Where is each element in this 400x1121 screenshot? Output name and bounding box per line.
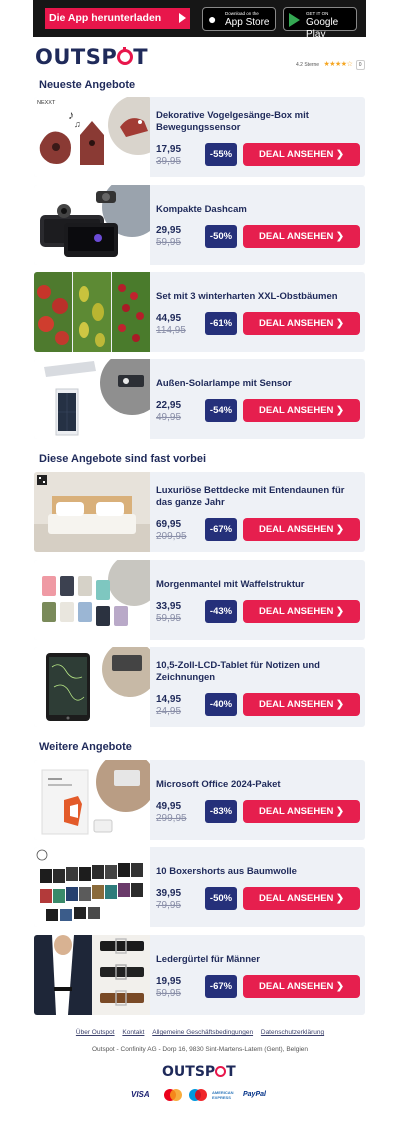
google-play-icon (289, 13, 300, 27)
deal-title[interactable]: 10,5-Zoll-LCD-Tablet für Notizen und Zeichnungen (156, 660, 320, 683)
logo-o-icon (117, 49, 133, 65)
deal-button[interactable]: DEAL ANSEHEN ❯ (243, 975, 360, 998)
deal-card[interactable] (34, 760, 365, 840)
deal-title[interactable]: Luxuriöse Bettdecke mit Entendaunen für das ganze Jahr (156, 485, 345, 508)
discount-badge: -61% (205, 312, 237, 335)
deal-button[interactable]: DEAL ANSEHEN ❯ (243, 518, 360, 541)
deal-button[interactable]: DEAL ANSEHEN ❯ (243, 693, 360, 716)
section-title-ending: Diese Angebote sind fast vorbei (39, 453, 207, 465)
deal-old-price: 59,95 (156, 613, 182, 624)
product-image (34, 847, 150, 927)
deal-price: 49,95 (156, 801, 182, 812)
footer-logo-o-icon (215, 1066, 226, 1077)
download-app-button[interactable] (45, 8, 190, 29)
deal-title[interactable]: Microsoft Office 2024-Paket (156, 779, 281, 790)
deal-title[interactable]: Set mit 3 winterharten XXL-Obstbäumen (156, 291, 338, 302)
deal-title[interactable]: Außen-Solarlampe mit Sensor (156, 378, 292, 389)
footer-link-terms[interactable]: Allgemeine Geschäftsbedingungen (152, 1029, 254, 1036)
discount-badge: -50% (205, 887, 237, 910)
discount-badge: -43% (205, 600, 237, 623)
rating-count: 0 (356, 60, 365, 70)
deal-old-price: 49,95 (156, 412, 182, 423)
product-image (34, 935, 150, 1015)
deal-title[interactable]: Ledergürtel für Männer (156, 954, 260, 965)
footer-logo-post: T (226, 1064, 236, 1080)
discount-badge: -67% (205, 518, 237, 541)
app-store-label: App Store (225, 17, 270, 28)
product-image (34, 359, 150, 439)
deal-title[interactable]: Dekorative Vogelgesänge-Box mit Bewegungssensor (156, 110, 309, 133)
deal-card[interactable] (34, 847, 365, 927)
deal-price: 69,95 (156, 519, 182, 530)
app-store-small-label: Download on the (225, 11, 259, 16)
deal-price: 19,95 (156, 976, 182, 987)
deal-button[interactable]: DEAL ANSEHEN ❯ (243, 600, 360, 623)
deal-card[interactable] (34, 359, 365, 439)
discount-badge: -83% (205, 800, 237, 823)
deal-button[interactable]: DEAL ANSEHEN ❯ (243, 225, 360, 248)
rating-stars-icon: ★★★★☆ (323, 61, 353, 68)
product-image (34, 560, 150, 640)
google-play-label: Google Play (306, 17, 339, 40)
section-title-more: Weitere Angebote (39, 741, 132, 753)
deal-price: 22,95 (156, 400, 182, 411)
deal-old-price: 59,95 (156, 988, 182, 999)
logo-text-post: T (133, 45, 149, 69)
deal-button[interactable]: DEAL ANSEHEN ❯ (243, 887, 360, 910)
section-title-newest: Neueste Angebote (39, 79, 136, 91)
deal-price: 44,95 (156, 313, 182, 324)
deal-price: 29,95 (156, 225, 182, 236)
footer-links (0, 1029, 400, 1036)
footer-link-contact[interactable]: Kontakt (122, 1029, 145, 1036)
google-play-badge[interactable] (283, 7, 357, 40)
paypal-icon: PayPal (243, 1091, 266, 1098)
logo-text-pre: OUTSP (35, 45, 118, 69)
deal-price: 39,95 (156, 888, 182, 899)
visa-icon: VISA (131, 1090, 150, 1099)
amex-icon: AMERICAN EXPRESS (212, 1090, 234, 1100)
google-play-small-label: GET IT ON (306, 11, 329, 16)
product-image (34, 185, 150, 265)
deal-price: 14,95 (156, 694, 182, 705)
product-image (34, 472, 150, 552)
footer-logo-pre: OUTSP (162, 1064, 216, 1080)
deal-old-price: 59,95 (156, 237, 182, 248)
footer-link-privacy[interactable]: Datenschutzerklärung (260, 1029, 325, 1036)
deal-title[interactable]: Morgenmantel mit Waffelstruktur (156, 579, 305, 590)
footer-link-about[interactable]: Über Outspot (75, 1029, 115, 1036)
app-store-badge[interactable] (202, 7, 276, 31)
discount-badge: -40% (205, 693, 237, 716)
brand-mark-text: NEXXT (37, 100, 56, 106)
deal-old-price: 299,95 (156, 813, 187, 824)
deal-price: 33,95 (156, 601, 182, 612)
deal-card[interactable] (34, 97, 365, 177)
deal-card[interactable] (34, 185, 365, 265)
deal-old-price: 24,95 (156, 706, 182, 717)
deal-card[interactable] (34, 935, 365, 1015)
deal-button[interactable]: DEAL ANSEHEN ❯ (243, 312, 360, 335)
rating-label: 4.2 Sterne (296, 62, 320, 68)
svg-text:♪: ♪ (68, 108, 74, 122)
apple-icon: ● (208, 11, 217, 27)
deal-card[interactable] (34, 272, 365, 352)
footer-logo[interactable] (162, 1064, 236, 1080)
deal-price: 17,95 (156, 144, 182, 155)
deal-title[interactable]: 10 Boxershorts aus Baumwolle (156, 866, 297, 877)
maestro-icon (187, 1088, 209, 1102)
product-image (34, 97, 150, 177)
discount-badge: -55% (205, 143, 237, 166)
deal-button[interactable]: DEAL ANSEHEN ❯ (243, 800, 360, 823)
discount-badge: -50% (205, 225, 237, 248)
mastercard-icon (162, 1088, 184, 1102)
deal-old-price: 114,95 (156, 325, 186, 336)
deal-button[interactable]: DEAL ANSEHEN ❯ (243, 399, 360, 422)
top-banner (33, 0, 366, 40)
product-image (34, 647, 150, 727)
deal-card[interactable] (34, 472, 365, 552)
download-app-label: Die App herunterladen (49, 12, 162, 24)
product-image (34, 760, 150, 840)
outspot-logo[interactable] (35, 45, 148, 69)
company-address: Outspot - Confinity AG - Dorp 16, 9830 Sint-Martens-Latem (Gent), Belgien (91, 1046, 309, 1053)
deal-title[interactable]: Kompakte Dashcam (156, 204, 247, 215)
play-arrow-icon (179, 13, 186, 23)
discount-badge: -67% (205, 975, 237, 998)
deal-button[interactable]: DEAL ANSEHEN ❯ (243, 143, 360, 166)
svg-text:♫: ♫ (74, 119, 81, 129)
deal-old-price: 39,95 (156, 156, 182, 167)
rating-widget (296, 59, 365, 70)
deal-old-price: 79,95 (156, 900, 182, 911)
product-image (34, 272, 150, 352)
deal-card[interactable] (34, 560, 365, 640)
deal-card[interactable] (34, 647, 365, 727)
discount-badge: -54% (205, 399, 237, 422)
deal-old-price: 209,95 (156, 531, 187, 542)
